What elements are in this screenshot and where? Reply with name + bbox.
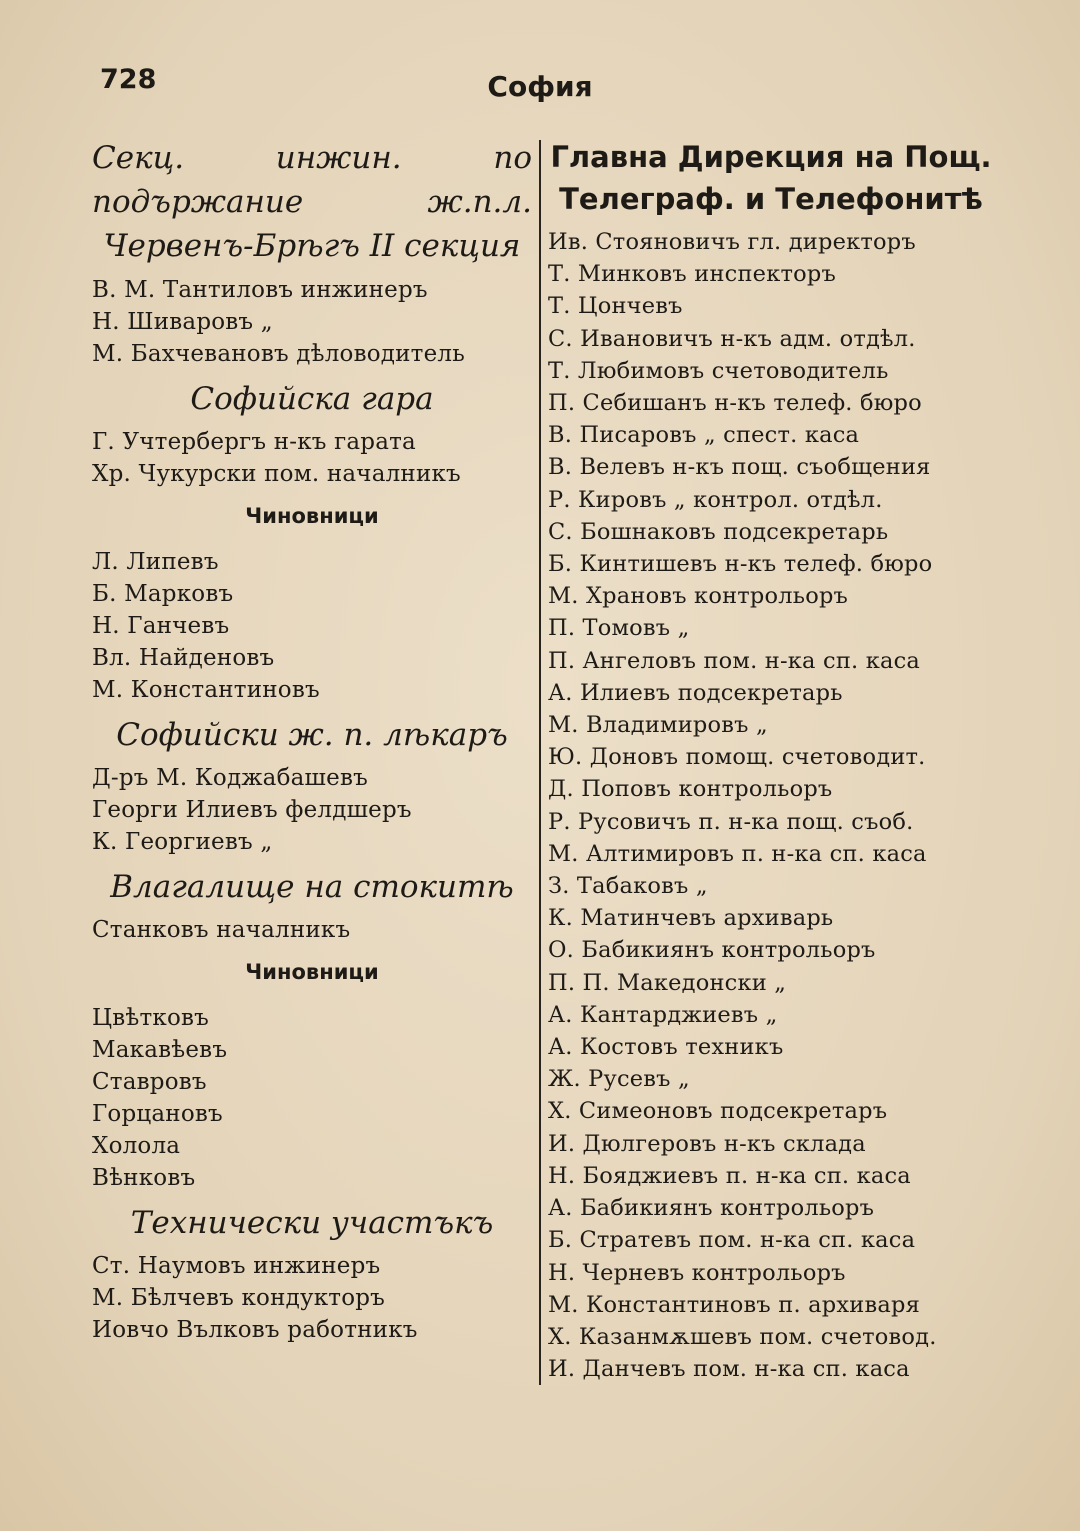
left-column	[92, 136, 532, 1346]
section-title: Софийска гара	[190, 381, 434, 417]
page-number: 728	[100, 64, 157, 95]
list-item: Ст. Наумовъ инжинеръ	[92, 1253, 381, 1279]
list-item: Георги Илиевъ фелдшеръ	[92, 797, 412, 823]
list-item: В. Писаровъ „ спест. каса	[548, 422, 860, 449]
list-item: П. Себишанъ н-къ телеф. бюро	[548, 390, 922, 417]
title-line: Телеграф. и Телефонитѣ	[559, 182, 983, 216]
list-item: Л. Липевъ	[92, 549, 219, 575]
list-item: Горцановъ	[92, 1101, 223, 1127]
right-column	[548, 136, 994, 1385]
list-item: Т. Минковъ инспекторъ	[548, 261, 836, 288]
list-item: А. Илиевъ подсекретарь	[548, 679, 843, 706]
list-item: К. Георгиевъ „	[92, 829, 273, 855]
section-title	[548, 136, 994, 220]
title-line: Главна Дирекция на Пощ.	[550, 140, 992, 174]
list-item: З. Табаковъ „	[548, 873, 708, 900]
list-item: Н. Ганчевъ	[92, 613, 230, 639]
list-item: М. Владимировъ „	[548, 712, 768, 739]
list-item: Р. Русовичъ п. н-ка пощ. съоб.	[548, 808, 914, 835]
list-item: М. Константиновъ п. архиваря	[548, 1291, 920, 1318]
list-item: Ставровъ	[92, 1069, 207, 1095]
list-item: Станковъ началникъ	[92, 917, 351, 943]
list-item: А. Кантарджиевъ „	[548, 1001, 778, 1028]
list-item: Х. Казанмѫшевъ пом. счетовод.	[548, 1323, 937, 1350]
list-item: Холола	[92, 1133, 181, 1159]
section-title: Влагалище на стокитѣ	[110, 869, 514, 905]
running-title: София	[487, 70, 593, 103]
list-item: М. Константиновъ	[92, 677, 320, 703]
list-item: Т. Цончевъ	[548, 293, 683, 320]
list-item: Иовчо Вълковъ работникъ	[92, 1317, 418, 1343]
list-item: Ю. Доновъ помощ. счетоводит.	[548, 744, 926, 771]
list-item: М. Храновъ контрольоръ	[548, 583, 849, 610]
list-item: Т. Любимовъ счетоводитель	[548, 357, 889, 384]
list-item: Б. Кинтишевъ н-къ телеф. бюро	[548, 551, 933, 578]
list-item: Ж. Русевъ „	[548, 1066, 690, 1093]
list-item: Р. Кировъ „ контрол. отдѣл.	[548, 486, 883, 513]
list-item: Х. Симеоновъ подсекретаръ	[548, 1098, 888, 1125]
list-item: И. Данчевъ пом. н-ка сп. каса	[548, 1356, 910, 1383]
list-item: Н. Шиваровъ „	[92, 309, 273, 335]
list-item: Д-ръ М. Коджабашевъ	[92, 765, 368, 791]
section-title: Технически участъкъ	[130, 1205, 494, 1241]
list-item: Н. Бояджиевъ п. н-ка сп. каса	[548, 1162, 911, 1189]
section-title: Секц. инжин. по подържание ж.п.л. Червенъ-Брѣгъ II секция	[92, 140, 532, 264]
list-item: А. Костовъ техникъ	[548, 1034, 784, 1061]
list-item: П. Ангеловъ пом. н-ка сп. каса	[548, 647, 921, 674]
list-item: Ив. Стояновичъ гл. директоръ	[548, 229, 916, 255]
list-item: В. М. Тантиловъ инжинеръ	[92, 277, 428, 303]
list-item: Макавѣевъ	[92, 1037, 228, 1063]
list-item: С. Бошнаковъ подсекретарь	[548, 518, 889, 545]
list-item: М. Алтимировъ п. н-ка сп. каса	[548, 840, 927, 867]
list-item: Вл. Найденовъ	[92, 645, 275, 671]
list-item: Д. Поповъ контрольоръ	[548, 776, 833, 803]
list-item: М. Бахчевановъ дѣловодитель	[92, 341, 465, 367]
list-item: Н. Черневъ контрольоръ	[548, 1259, 846, 1286]
list-item: С. Ивановичъ н-къ адм. отдѣл.	[548, 325, 916, 352]
list-item: О. Бабикиянъ контрольоръ	[548, 937, 876, 964]
list-item: Г. Учтербергъ н-къ гарата	[92, 429, 416, 455]
list-item: П. Томовъ „	[548, 615, 690, 642]
list-item: П. П. Македонски „	[548, 969, 787, 996]
list-item: Цвѣтковъ	[92, 1005, 210, 1031]
list-item: Б. Стратевъ пом. н-ка сп. каса	[548, 1227, 916, 1254]
list-item: Б. Марковъ	[92, 581, 234, 607]
list-item: М. Бѣлчевъ кондукторъ	[92, 1285, 386, 1311]
list-item: Хр. Чукурски пом. началникъ	[92, 461, 461, 487]
list-item: И. Дюлгеровъ н-къ склада	[548, 1130, 866, 1157]
subsection-title: Чиновници	[245, 504, 379, 528]
list-item: К. Матинчевъ архиварь	[548, 905, 834, 932]
column-divider	[539, 140, 541, 1385]
subsection-title: Чиновници	[245, 960, 379, 984]
list-item: Вѣнковъ	[92, 1165, 196, 1191]
list-item: А. Бабикиянъ контрольоръ	[548, 1195, 875, 1222]
section-title: Софийски ж. п. лѣкаръ	[116, 717, 508, 753]
list-item: В. Велевъ н-къ пощ. съобщения	[548, 454, 931, 481]
